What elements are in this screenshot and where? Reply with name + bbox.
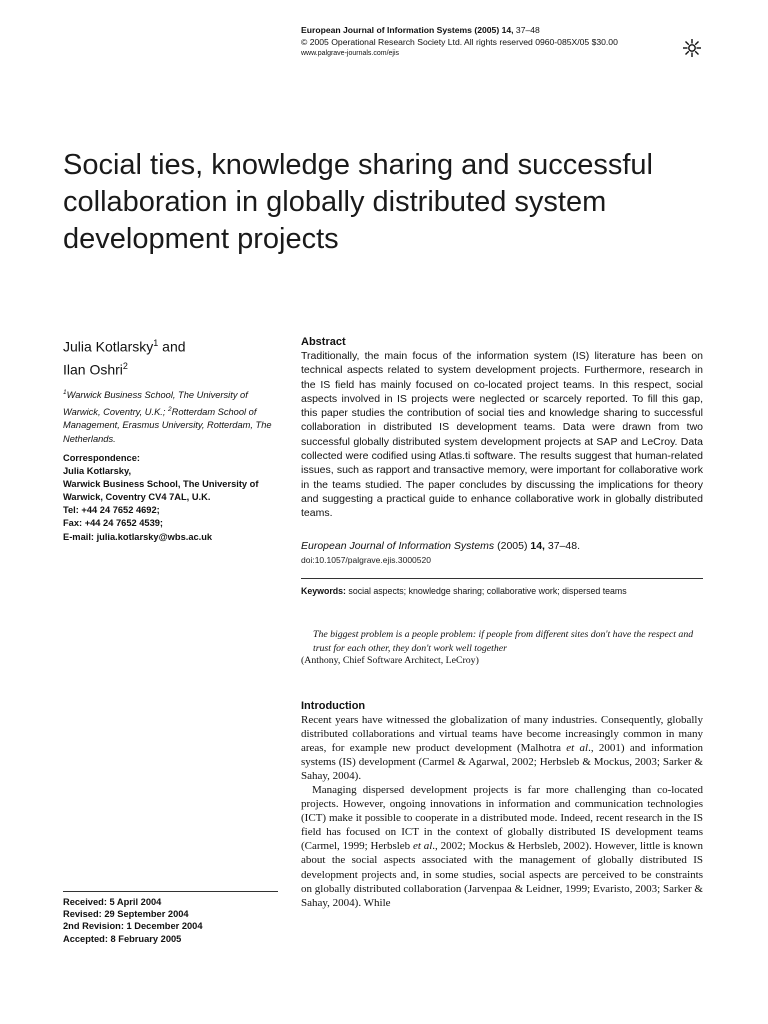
abstract-citation: European Journal of Information Systems (2005) 14, 37–48. bbox=[301, 540, 581, 552]
paragraph: Recent years have witnessed the globalization of many industries. Consequently, globally distributed collaborations and virtual teams have become increasingly common in many areas, for example new product development (Malhotra et al., 2001) and information systems (IS) development (Carmel & Agarwal, 2002; Herbsleb & Mockus, 2003; Sarker & Sahay, 2004). bbox=[301, 714, 704, 783]
abstract-text: Traditionally, the main focus of the information system (IS) literature has been on technical aspects related to system development projects. Furthermore, research in the IS field has mainly focused on co-located project teams. In this respect, social aspects involved in IS projects were neglected or scarcely reported. To fill this gap, this paper studies the contribution of social ties and knowledge sharing to successful collaboration in distributed IS development teams. Data were drawn from two successful globally distributed system development projects at SAP and LeCroy. Data collected were codified using Atlas.ti software. The results suggest that human-related issues, such as rapport and transactive memory, were important for collaborative work in the teams studied. The paper concludes by discussing the implications for theory and suggesting a practical guide to enhance collaborative work in globally distributed teams. bbox=[301, 350, 703, 520]
author-name: Ilan Oshri bbox=[63, 361, 123, 378]
abstract-heading: Abstract bbox=[301, 336, 346, 348]
section-heading-introduction: Introduction bbox=[301, 700, 366, 712]
email-link[interactable]: E-mail: julia.kotlarsky@wbs.ac.uk bbox=[63, 531, 213, 542]
submission-dates: Received: 5 April 2004 Revised: 29 September 2004 2nd Revision: 1 December 2004 Accepted: 8 February 2005 bbox=[63, 897, 203, 944]
paragraph: Managing dispersed development projects is far more challenging than co-located projects. However, ongoing innovations in information and communication technologies (ICT) make it possible to cooperate in a distributed mode. Indeed, recent research in the IS field has focused on ICT in the context of globally distributed IS development teams (Carmel, 1999; Herbsleb et al., 2002; Mockus & Herbsleb, 2002). However, little is known about the social aspects associated with the management of globally distributed IS development projects and, in some studies, social aspects are perceived to be constraints on globally distributed collaboration (Jarvenpaa & Leidner, 1999; Evaristo, 2003; Sarker & Sahay, 2004). While bbox=[301, 784, 704, 909]
journal-url: www.palgrave-journals.com/ejis bbox=[301, 50, 400, 57]
affiliations: $^1$Warwick Business School, The University of Warwick, Coventry, U.K.; $^2$Rotterdam School of Management, Erasmus University, Rotterdam, The Netherlands. bbox=[63, 389, 272, 444]
paper-title: Social ties, knowledge sharing and successful collaboration in globally distributed system development projects bbox=[63, 149, 653, 255]
publisher-logo-icon bbox=[682, 38, 702, 58]
author-list: Julia Kotlarsky$^1$ and Ilan Oshri$^2$ bbox=[63, 338, 186, 378]
keywords: Keywords: social aspects; knowledge sharing; collaborative work; dispersed teams bbox=[301, 586, 627, 596]
divider bbox=[63, 891, 278, 892]
doi-link[interactable]: doi:10.1057/palgrave.ejis.3000520 bbox=[301, 555, 431, 565]
correspondence: Correspondence: Julia Kotlarsky, Warwick Business School, The University of Warwick, Coventry CV4 7AL, U.K. Tel: +44 24 7652 4692; Fax: +44 24 7652 4539; E-mail: julia.kotlarsky@wbs.ac.uk bbox=[63, 452, 283, 544]
copyright-line: © 2005 Operational Research Society Ltd. All rights reserved 0960-085X/05 $30.00 bbox=[301, 37, 618, 47]
epigraph-attribution: (Anthony, Chief Software Architect, LeCroy) bbox=[301, 655, 479, 666]
introduction-text bbox=[301, 713, 703, 910]
journal-citation: European Journal of Information Systems (2005) 14, 37–48 bbox=[301, 25, 540, 35]
journal-header bbox=[301, 24, 618, 60]
author-name: Julia Kotlarsky bbox=[63, 338, 154, 355]
divider bbox=[301, 578, 703, 579]
epigraph-quote: The biggest problem is a people problem: if people from different sites don't have the respect and trust for each other, they don't work well together bbox=[313, 629, 694, 654]
